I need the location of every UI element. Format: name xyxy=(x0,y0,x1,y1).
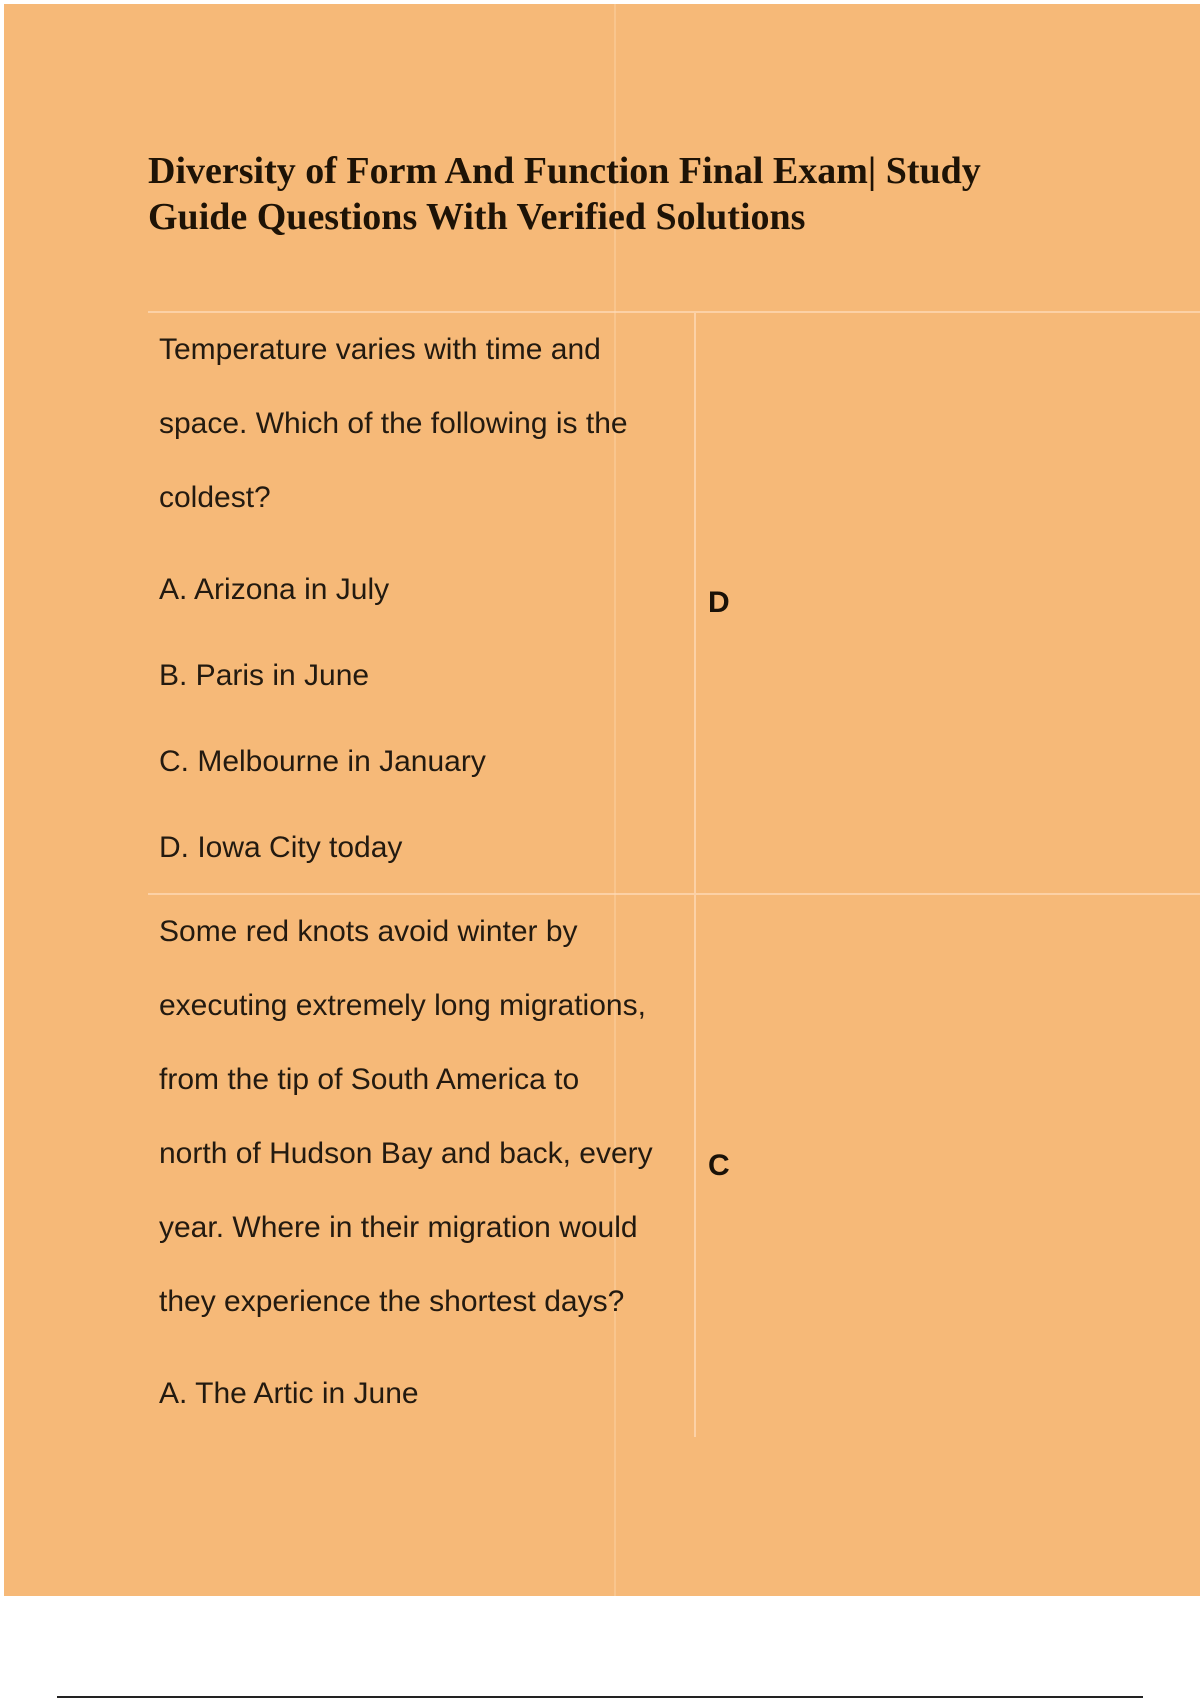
title-line: Diversity of Form And Function Final Exam| Study xyxy=(148,150,981,192)
document-title xyxy=(148,148,1078,240)
answer-cell xyxy=(696,895,1200,1437)
qa-row xyxy=(148,311,1200,893)
option-item: B. Paris in June xyxy=(159,659,370,692)
question-text-line: Some red knots avoid winter by xyxy=(159,915,578,948)
footer-rule xyxy=(57,1696,1143,1698)
qa-table xyxy=(148,311,1200,1437)
option-list xyxy=(159,1351,694,1437)
answer-letter: C xyxy=(708,1149,730,1182)
answer-cell xyxy=(696,313,1200,893)
answer-letter: D xyxy=(708,586,730,619)
question-cell xyxy=(148,313,696,893)
title-line: Guide Questions With Verified Solutions xyxy=(148,196,806,238)
option-list xyxy=(159,547,694,891)
question-text-line: year. Where in their migration would xyxy=(159,1211,638,1244)
option-item: A. Arizona in July xyxy=(159,573,390,606)
question-cell xyxy=(148,895,696,1437)
question-text-line: executing extremely long migrations, xyxy=(159,989,646,1022)
option-item: A. The Artic in June xyxy=(159,1377,419,1410)
question-text-line: Temperature varies with time and xyxy=(159,333,601,366)
question-text-line: from the tip of South America to xyxy=(159,1063,580,1096)
option-item: C. Melbourne in January xyxy=(159,745,486,778)
option-item: D. Iowa City today xyxy=(159,831,403,864)
qa-row xyxy=(148,893,1200,1437)
question-text-line: space. Which of the following is the xyxy=(159,407,628,440)
question-text-line: they experience the shortest days? xyxy=(159,1285,625,1318)
question-text-line: coldest? xyxy=(159,481,271,514)
question-text-line: north of Hudson Bay and back, every xyxy=(159,1137,653,1170)
